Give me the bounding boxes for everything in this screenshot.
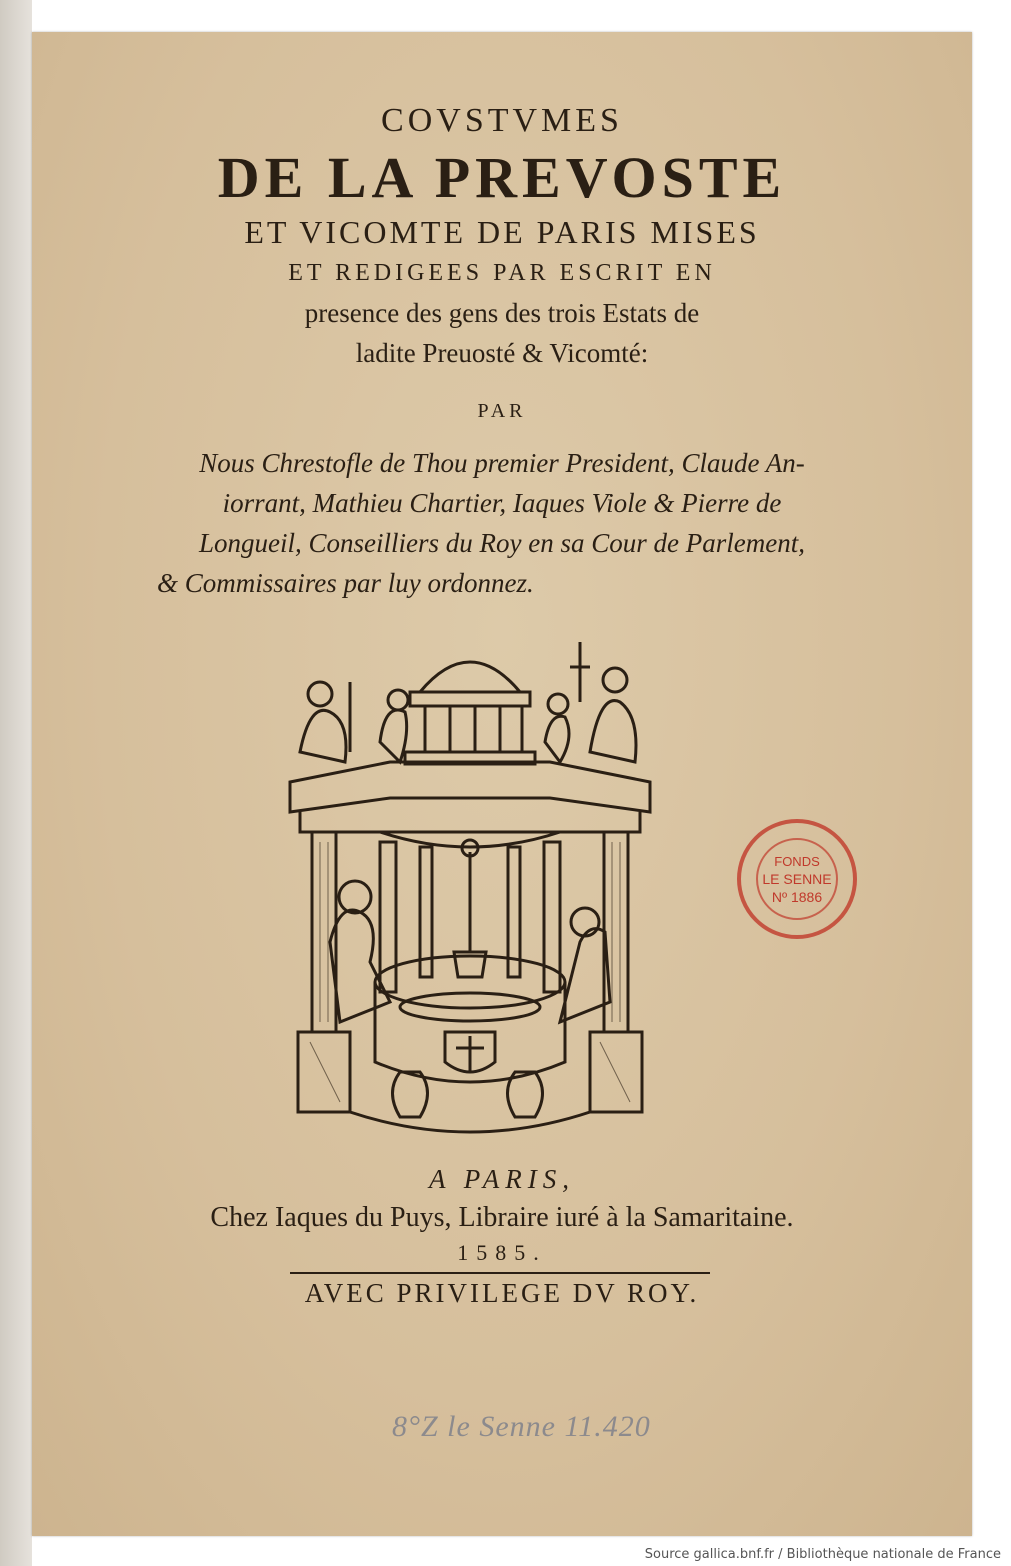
authors-line-4: & Commissaires par luy ordonnez.	[157, 568, 534, 598]
title-line-2: DE LA PREVOSTE	[217, 145, 787, 210]
authors-line-1: Nous Chrestofle de Thou premier President, Claude An-	[199, 448, 805, 478]
imprint-place: A PARIS,	[429, 1164, 575, 1194]
stamp-line-3: Nº 1886	[771, 889, 823, 905]
title-line-3: ET VICOMTE DE PARIS MISES	[244, 214, 760, 250]
title-line-5: presence des gens des trois Estats de	[304, 298, 700, 328]
imprint-publisher: Chez Iaques du Puys, Libraire iuré à la Samaritaine.	[210, 1202, 794, 1233]
divider-rule	[290, 1272, 710, 1274]
imprint-privilege: AVEC PRIVILEGE DV ROY.	[304, 1278, 700, 1308]
title-line-6: ladite Preuosté & Vicomté:	[355, 338, 649, 368]
authors-line-2: iorrant, Mathieu Chartier, Iaques Viole & Pierre de	[222, 488, 782, 518]
title-page	[32, 32, 972, 1536]
fountain-woodcut-icon	[260, 622, 680, 1152]
shelfmark: 8°Z le Senne 11.420	[392, 1410, 651, 1443]
imprint-year: 1585.	[457, 1240, 547, 1265]
stamp-line-2: LE SENNE	[762, 871, 832, 887]
par-label: PAR	[477, 400, 527, 422]
title-line-1: COVSTVMES	[381, 102, 623, 139]
authors-line-3: Longueil, Conseilliers du Roy en sa Cour de Parlement,	[199, 528, 805, 558]
title-line-4: ET REDIGEES PAR ESCRIT EN	[288, 260, 716, 286]
stamp-line-1: FONDS	[774, 854, 820, 869]
source-credit: Source gallica.bnf.fr / Bibliothèque nationale de France	[644, 1547, 1001, 1562]
library-stamp-icon	[732, 814, 862, 944]
book-spine-edge	[0, 0, 32, 1566]
